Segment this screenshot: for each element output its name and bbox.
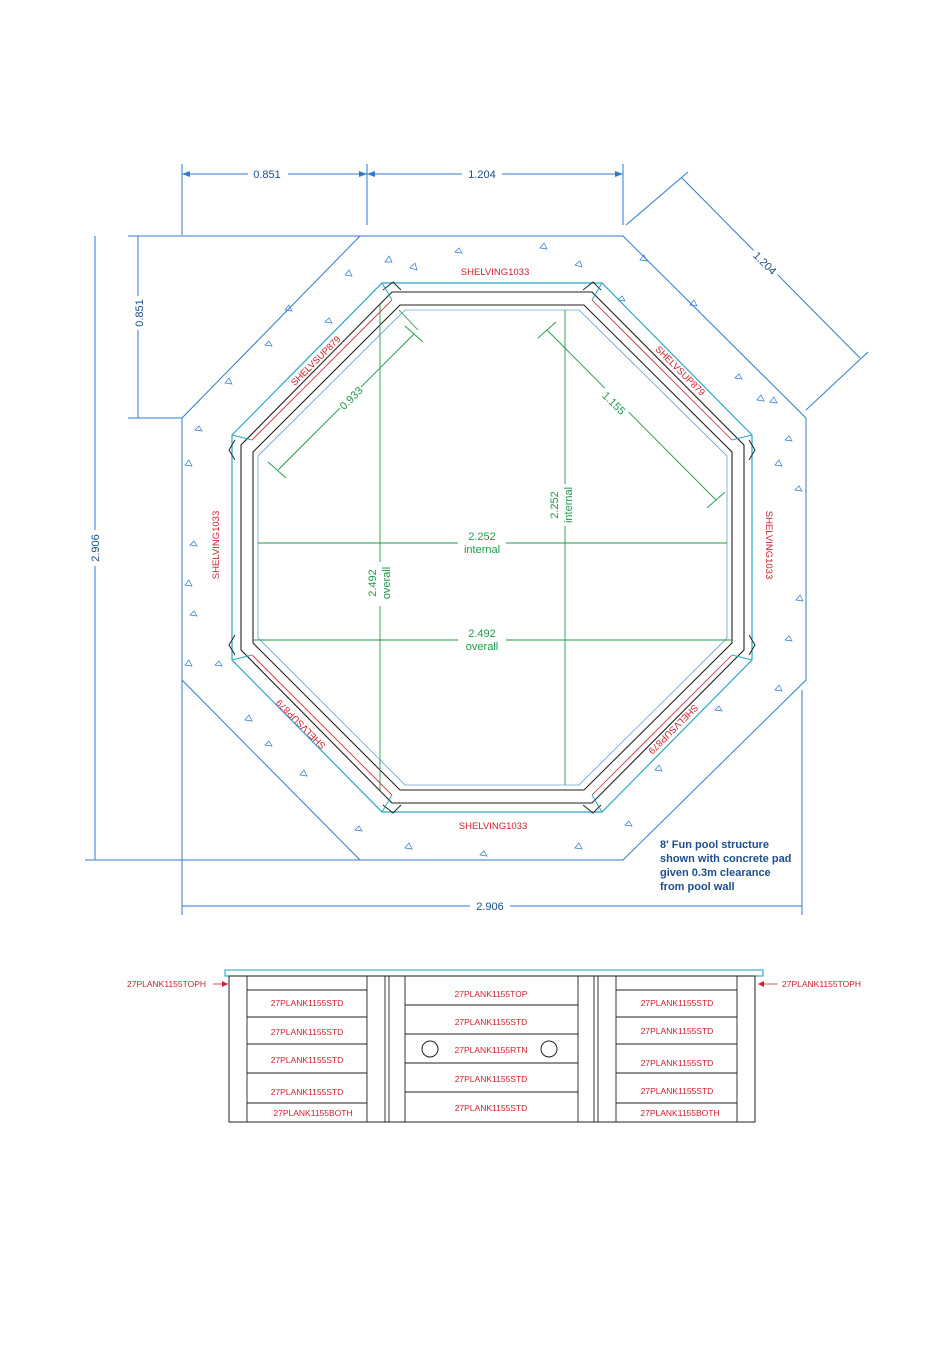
note-line-3: given 0.3m clearance [660, 867, 771, 879]
right-plank-1: 27PLANK1155STD [640, 998, 714, 1008]
shelvsup-bottom-right: SHELVSUP879 [645, 701, 700, 756]
top-dimensions [182, 164, 623, 235]
shelving-left: SHELVING1033 [211, 510, 222, 580]
dim-vert-overall-value: 2.492 [367, 569, 379, 597]
dim-bottom-total: 2.906 [476, 901, 504, 913]
right-plank-5: 27PLANK1155BOTH [640, 1108, 720, 1118]
dim-diagonal: 1.204 [750, 249, 779, 278]
dim-top-right: 1.204 [468, 169, 496, 181]
dim-left-short: 0.851 [134, 299, 146, 327]
left-plank-3: 27PLANK1155STD [270, 1055, 344, 1065]
mid-plank-2: 27PLANK1155STD [454, 1017, 528, 1027]
internal-dimensions [253, 305, 732, 790]
shelvsup-top-left: SHELVSUP879 [289, 334, 344, 389]
dim-horiz-internal-label: internal [463, 544, 501, 556]
shelving-top: SHELVING1033 [460, 267, 530, 278]
note-line-1: 8' Fun pool structure [660, 839, 769, 851]
note-line-4: from pool wall [660, 881, 735, 893]
right-plank-2: 27PLANK1155STD [640, 1026, 714, 1036]
left-plank-4: 27PLANK1155STD [270, 1087, 344, 1097]
right-plank-3: 27PLANK1155STD [640, 1058, 714, 1068]
shelvsup-bottom-left: SHELVSUP879 [274, 696, 329, 751]
dim-left-total: 2.906 [90, 534, 102, 562]
mid-plank-5: 27PLANK1155STD [454, 1103, 528, 1113]
dim-vert-internal-value: 2.252 [549, 491, 561, 519]
side-label-right: 27PLANK1155TOPH [782, 979, 862, 989]
shelving-right: SHELVING1033 [763, 510, 774, 580]
dim-top-left: 0.851 [253, 169, 281, 181]
dim-vert-overall-label: overall [381, 566, 393, 600]
shelving-bottom: SHELVING1033 [458, 821, 528, 832]
side-elevation [127, 970, 861, 1122]
right-plank-4: 27PLANK1155STD [640, 1086, 714, 1096]
shelvsup-top-right: SHELVSUP879 [652, 344, 707, 399]
diagonal-dimension [626, 172, 868, 410]
dim-diag-left: 0.933 [337, 384, 366, 413]
dim-diag-right: 1.155 [599, 389, 628, 418]
left-plank-5: 27PLANK1155BOTH [273, 1108, 353, 1118]
dim-horiz-internal-value: 2.252 [468, 531, 496, 543]
structure-note [660, 839, 791, 893]
left-plank-1: 27PLANK1155STD [270, 998, 344, 1008]
dim-vert-internal-label: internal [563, 486, 575, 524]
bottom-dimension [182, 680, 802, 915]
note-line-2: shown with concrete pad [660, 853, 792, 865]
mid-plank-3: 27PLANK1155RTN [454, 1045, 528, 1055]
left-plank-2: 27PLANK1155STD [270, 1027, 344, 1037]
left-dimensions [85, 236, 360, 860]
mid-plank-4: 27PLANK1155STD [454, 1074, 528, 1084]
mid-plank-1: 27PLANK1155TOP [454, 989, 528, 999]
dim-horiz-overall-value: 2.492 [468, 628, 496, 640]
side-label-left: 27PLANK1155TOPH [127, 979, 207, 989]
dim-horiz-overall-label: overall [465, 641, 499, 653]
